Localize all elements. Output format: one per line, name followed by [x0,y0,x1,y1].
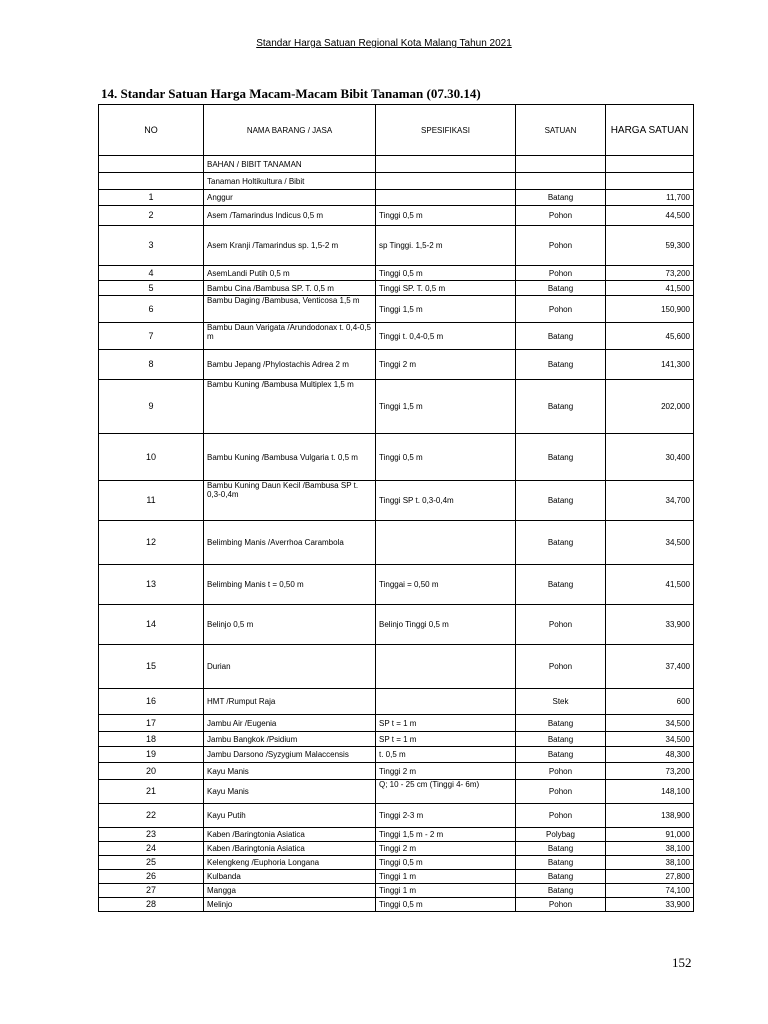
table-row [99,763,694,780]
document-header: Standar Harga Satuan Regional Kota Malang Tahun 2021 [256,38,512,49]
col-header-nama: NAMA BARANG / JASA [204,105,376,156]
cell-nama: Kaben /Baringtonia Asiatica [204,842,376,856]
cell-no: 1 [99,190,204,206]
cell-nama: Asem Kranji /Tamarindus sp. 1,5-2 m [204,226,376,266]
cell-satuan: Batang [516,190,606,206]
cell-nama: Melinjo [204,898,376,912]
cell-satuan: Pohon [516,763,606,780]
table-row [99,190,694,206]
table-group-row [99,156,694,173]
cell-harga [606,156,694,173]
cell-harga: 38,100 [606,856,694,870]
cell-harga: 138,900 [606,804,694,828]
cell-satuan: Stek [516,689,606,715]
cell-harga: 11,700 [606,190,694,206]
col-header-satuan: SATUAN [516,105,606,156]
cell-group-label: Tanaman Holtikultura / Bibit [204,173,376,190]
cell-spec: Tinggi 0,5 m [376,856,516,870]
col-header-no: NO [99,105,204,156]
cell-spec: Tinggi 1 m [376,884,516,898]
cell-spec: Tinggi 0,5 m [376,266,516,281]
cell-satuan: Batang [516,715,606,732]
cell-spec: Q; 10 - 25 cm (Tinggi 4- 6m) [376,780,516,804]
cell-spec [376,190,516,206]
cell-nama: Bambu Kuning /Bambusa Vulgaria t. 0,5 m [204,434,376,481]
cell-satuan: Pohon [516,898,606,912]
cell-no: 7 [99,323,204,350]
cell-no: 15 [99,645,204,689]
cell-harga: 74,100 [606,884,694,898]
cell-harga: 91,000 [606,828,694,842]
cell-no: 24 [99,842,204,856]
table-row [99,565,694,605]
cell-no: 13 [99,565,204,605]
table-row [99,645,694,689]
cell-spec: Tinggi 0,5 m [376,898,516,912]
table-row [99,715,694,732]
cell-nama: Durian [204,645,376,689]
table-row [99,732,694,747]
cell-nama: Kayu Manis [204,780,376,804]
cell-harga: 141,300 [606,350,694,380]
cell-harga: 30,400 [606,434,694,481]
cell-nama: Anggur [204,190,376,206]
cell-satuan: Batang [516,380,606,434]
cell-no: 20 [99,763,204,780]
cell-satuan: Polybag [516,828,606,842]
table-row [99,828,694,842]
cell-nama: Jambu Darsono /Syzygium Malaccensis [204,747,376,763]
cell-no: 22 [99,804,204,828]
table-row [99,605,694,645]
table-row [99,747,694,763]
cell-spec: Tinggi 0,5 m [376,434,516,481]
cell-satuan: Pohon [516,206,606,226]
cell-satuan: Pohon [516,605,606,645]
cell-no: 18 [99,732,204,747]
col-header-spesifikasi: SPESIFIKASI [376,105,516,156]
cell-satuan: Batang [516,281,606,296]
table-row [99,804,694,828]
table-row [99,689,694,715]
cell-harga: 59,300 [606,226,694,266]
cell-no: 5 [99,281,204,296]
cell-satuan: Pohon [516,804,606,828]
cell-nama: Bambu Daging /Bambusa, Venticosa 1,5 m [204,296,376,323]
cell-nama: Kayu Putih [204,804,376,828]
cell-nama: Belimbing Manis /Averrhoa Carambola [204,521,376,565]
cell-satuan: Batang [516,870,606,884]
table-row [99,870,694,884]
cell-satuan: Batang [516,842,606,856]
cell-nama: Asem /Tamarindus Indicus 0,5 m [204,206,376,226]
cell-spec: t. 0,5 m [376,747,516,763]
table-row [99,296,694,323]
cell-no: 27 [99,884,204,898]
cell-nama: Belinjo 0,5 m [204,605,376,645]
cell-harga: 34,500 [606,715,694,732]
cell-harga: 45,600 [606,323,694,350]
cell-spec [376,173,516,190]
cell-harga: 73,200 [606,266,694,281]
cell-harga: 38,100 [606,842,694,856]
cell-spec: Tinggi 1,5 m [376,380,516,434]
cell-spec: Tinggi SP. T. 0,5 m [376,281,516,296]
cell-satuan: Batang [516,481,606,521]
cell-no: 17 [99,715,204,732]
cell-no: 16 [99,689,204,715]
cell-no: 19 [99,747,204,763]
cell-satuan: Batang [516,747,606,763]
cell-spec: Tinggi t. 0,4-0,5 m [376,323,516,350]
cell-satuan: Pohon [516,645,606,689]
cell-no: 23 [99,828,204,842]
cell-spec: Tinggi 1 m [376,870,516,884]
cell-satuan: Batang [516,521,606,565]
cell-spec: Tinggi 2 m [376,763,516,780]
cell-harga: 150,900 [606,296,694,323]
cell-harga: 41,500 [606,281,694,296]
cell-satuan: Pohon [516,296,606,323]
table-row [99,521,694,565]
cell-satuan: Pohon [516,266,606,281]
cell-nama: Bambu Kuning Daun Kecil /Bambusa SP t. 0,3-0,4m [204,481,376,521]
cell-harga: 600 [606,689,694,715]
cell-satuan: Batang [516,565,606,605]
cell-no: 28 [99,898,204,912]
cell-satuan: Batang [516,434,606,481]
cell-harga: 148,100 [606,780,694,804]
cell-nama: Mangga [204,884,376,898]
cell-no [99,156,204,173]
cell-harga: 48,300 [606,747,694,763]
table-row [99,266,694,281]
cell-spec: Tinggi 1,5 m - 2 m [376,828,516,842]
cell-no: 11 [99,481,204,521]
cell-spec: Tinggi 2 m [376,842,516,856]
page-number: 152 [672,955,692,970]
cell-harga: 73,200 [606,763,694,780]
cell-spec: Tinggi SP t. 0,3-0,4m [376,481,516,521]
col-header-harga: HARGA SATUAN [606,105,694,156]
cell-nama: Bambu Jepang /Phylostachis Adrea 2 m [204,350,376,380]
cell-nama: Kayu Manis [204,763,376,780]
cell-satuan: Pohon [516,780,606,804]
cell-satuan [516,173,606,190]
cell-nama: Jambu Bangkok /Psidium [204,732,376,747]
cell-spec: sp Tinggi. 1,5-2 m [376,226,516,266]
cell-spec [376,156,516,173]
cell-spec [376,689,516,715]
cell-satuan: Batang [516,323,606,350]
table-row [99,481,694,521]
cell-satuan: Batang [516,732,606,747]
table-row [99,206,694,226]
cell-spec: Tinggi 2 m [376,350,516,380]
cell-nama: Bambu Daun Varigata /Arundodonax t. 0,4-0,5 m [204,323,376,350]
cell-no: 9 [99,380,204,434]
table-row [99,350,694,380]
cell-spec: SP t = 1 m [376,732,516,747]
cell-nama: Bambu Cina /Bambusa SP. T. 0,5 m [204,281,376,296]
cell-no: 6 [99,296,204,323]
section-title: 14. Standar Satuan Harga Macam-Macam Bibit Tanaman (07.30.14) [101,86,481,101]
cell-satuan: Batang [516,350,606,380]
cell-nama: Jambu Air /Eugenia [204,715,376,732]
cell-spec [376,645,516,689]
cell-satuan: Batang [516,856,606,870]
cell-no: 8 [99,350,204,380]
cell-spec: Tinggi 2-3 m [376,804,516,828]
cell-harga: 202,000 [606,380,694,434]
cell-nama: Kulbanda [204,870,376,884]
cell-nama: HMT /Rumput Raja [204,689,376,715]
cell-satuan: Pohon [516,226,606,266]
cell-no: 4 [99,266,204,281]
cell-no [99,173,204,190]
cell-satuan [516,156,606,173]
cell-no: 14 [99,605,204,645]
cell-group-label: BAHAN / BIBIT TANAMAN [204,156,376,173]
cell-no: 26 [99,870,204,884]
cell-satuan: Batang [516,884,606,898]
table-row [99,898,694,912]
table-row [99,434,694,481]
cell-harga: 34,700 [606,481,694,521]
cell-spec: SP t = 1 m [376,715,516,732]
table-row [99,380,694,434]
cell-spec: Tinggi 0,5 m [376,206,516,226]
cell-nama: Belimbing Manis t = 0,50 m [204,565,376,605]
cell-nama: Kaben /Baringtonia Asiatica [204,828,376,842]
cell-harga [606,173,694,190]
cell-harga: 33,900 [606,898,694,912]
cell-spec: Tinggi 1,5 m [376,296,516,323]
cell-harga: 34,500 [606,521,694,565]
cell-harga: 44,500 [606,206,694,226]
table-row [99,884,694,898]
cell-spec [376,521,516,565]
cell-no: 25 [99,856,204,870]
cell-no: 10 [99,434,204,481]
cell-no: 2 [99,206,204,226]
cell-nama: AsemLandi Putih 0,5 m [204,266,376,281]
cell-no: 3 [99,226,204,266]
cell-spec: Tinggai = 0,50 m [376,565,516,605]
table-group-row [99,173,694,190]
table-row [99,856,694,870]
cell-no: 12 [99,521,204,565]
table-row [99,281,694,296]
table-row [99,323,694,350]
cell-nama: Bambu Kuning /Bambusa Multiplex 1,5 m [204,380,376,434]
cell-harga: 34,500 [606,732,694,747]
table-header-row [99,105,694,156]
cell-harga: 33,900 [606,605,694,645]
cell-spec: Belinjo Tinggi 0,5 m [376,605,516,645]
cell-no: 21 [99,780,204,804]
cell-harga: 27,800 [606,870,694,884]
cell-nama: Kelengkeng /Euphoria Longana [204,856,376,870]
table-row [99,842,694,856]
price-table [98,104,694,912]
table-row [99,226,694,266]
cell-harga: 37,400 [606,645,694,689]
table-row [99,780,694,804]
cell-harga: 41,500 [606,565,694,605]
